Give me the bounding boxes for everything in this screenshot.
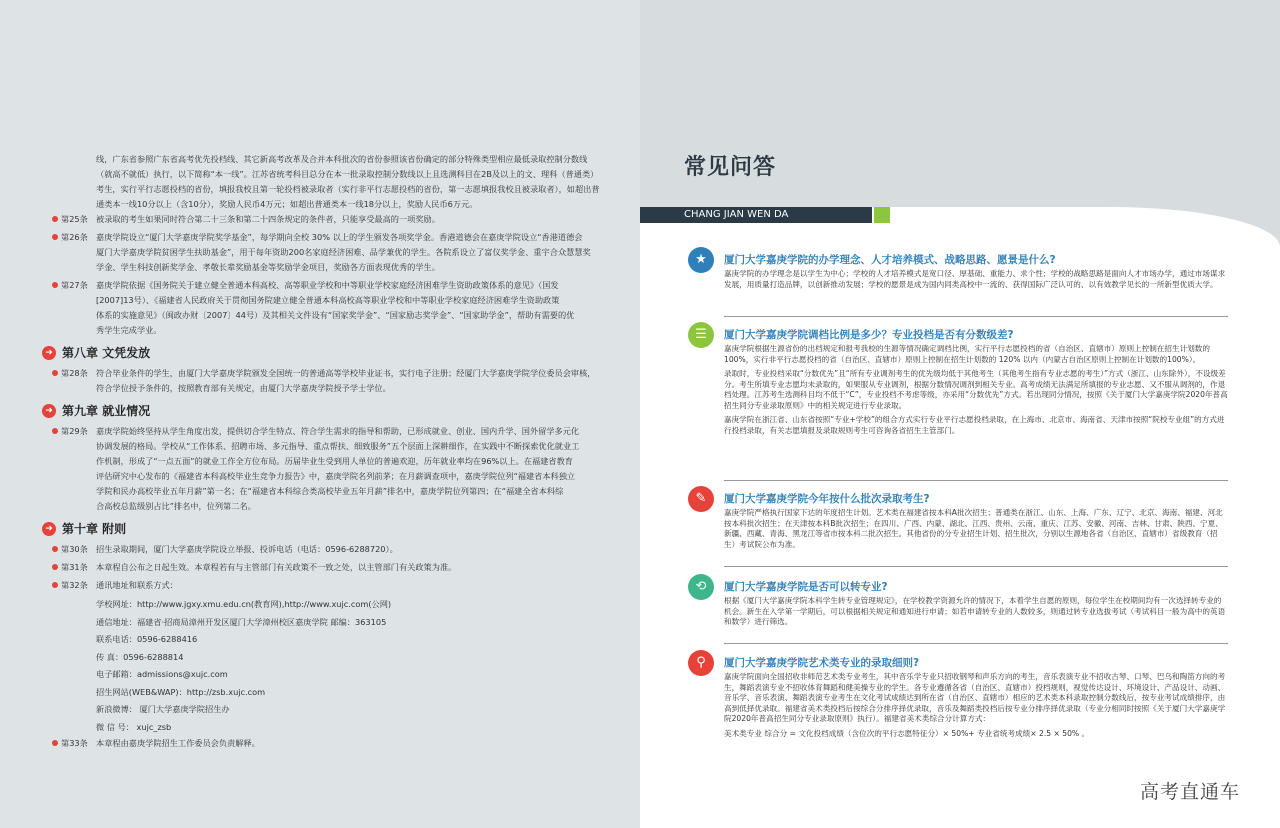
bullet-dot-icon bbox=[52, 740, 58, 746]
admission-rules-text bbox=[45, 152, 608, 754]
article-number: 第33条 bbox=[61, 738, 88, 748]
answer-paragraph: 嘉庚学院根据生源省份的出档规定和报考我校的生源等情况确定调档比例，实行平行志愿投档的省（自治区、直辖市）原则上控制在招生计划数的100%，实行非平行志愿投档的省（自治区、直辖市）原则上控制在招生计划数的 120% 以内（内蒙古自治区原则上控制在计划数的100%）。 bbox=[724, 344, 1210, 364]
contact-line: 联系电话：0596-6288416 bbox=[96, 634, 198, 644]
article-number: 第26条 bbox=[61, 232, 88, 242]
faq-question: 厦门大学嘉庚学院今年按什么批次录取考生? bbox=[724, 493, 930, 505]
contact-line: 电子邮箱：admissions@xujc.com bbox=[96, 669, 228, 679]
text-line: 嘉庚学院始终坚持从学生角度出发，提供切合学生特点、符合学生需求的指导和帮助，已形成就业、创业、国内升学、国外留学多元化 bbox=[96, 426, 580, 436]
text-line: 通讯地址和联系方式： bbox=[96, 580, 178, 590]
article-item bbox=[48, 424, 608, 514]
article-item bbox=[48, 212, 608, 227]
text-line: 本章程由嘉庚学院招生工作委员会负责解释。 bbox=[96, 738, 260, 748]
bullet-dot-icon bbox=[52, 564, 58, 570]
bullet-dot-icon bbox=[52, 216, 58, 222]
text-line: 嘉庚学院依据《国务院关于建立健全普通本科高校、高等职业学校和中等职业学校家庭经济困难学生资助政策体系的意见》（国发 bbox=[96, 280, 559, 290]
article-item bbox=[48, 542, 608, 557]
bullet-dot-icon bbox=[52, 234, 58, 240]
faq-divider bbox=[724, 643, 1228, 644]
text-line: 符合学位授予条件的，按照教育部有关规定，由厦门大学嘉庚学院授予学士学位。 bbox=[96, 383, 391, 393]
answer-paragraph: 根据《厦门大学嘉庚学院本科学生转专业管理规定》，在学校教学资源允许的情况下，本着学生自愿的原则，每位学生在校期间均有一次选择转专业的机会。新生在入学第一学期后，可以根据相关规定和通知进行申请；如若申请转专业的人数较多，则通过转专业选拔考试（考试科目一般为高中的英语和数学）进行筛选。 bbox=[724, 596, 1226, 626]
contact-line: 通信地址：福建省·招商局漳州开发区厦门大学漳州校区嘉庚学院 邮编：363105 bbox=[96, 616, 387, 627]
faq-answer bbox=[724, 269, 1228, 294]
contact-line: 学校网址：http://www.jgxy.xmu.edu.cn(教育网),http://www.xujc.com(公网) bbox=[96, 599, 392, 609]
article-number: 第28条 bbox=[61, 368, 88, 378]
bullet-dot-icon bbox=[52, 546, 58, 552]
text-line: [2007]13号）、《福建省人民政府关于贯彻国务院建立健全普通本科高校高等职业学校和中等职业学校家庭经济困难学生资助政策 bbox=[96, 295, 560, 305]
faq-answer bbox=[724, 344, 1228, 440]
article-item bbox=[48, 278, 608, 338]
faq-question: 厦门大学嘉庚学院的办学理念、人才培养模式、战略思路、愿景是什么? bbox=[724, 254, 1056, 266]
articles-group-c bbox=[48, 424, 608, 514]
text-line: 嘉庚学院设立“厦门大学嘉庚学院奖学基金”，每学期向全校 30% 以上的学生颁发各项奖学金。香港道德会在嘉庚学院设立“香港道德会 bbox=[96, 232, 583, 242]
faq-subtitle-band: CHANG JIAN WEN DA bbox=[640, 207, 872, 223]
faq-icon: ⟲ bbox=[688, 574, 714, 600]
text-line: 学院和民办高校毕业五年月薪”第一名；在“福建省本科综合类高校毕业五年月薪”排名中，嘉庚学院位列第四；在“福建全省本科综 bbox=[96, 486, 564, 496]
faq-answer bbox=[724, 672, 1228, 743]
contact-line: 传 真：0596-6288814 bbox=[96, 651, 184, 662]
faq-question: 厦门大学嘉庚学院是否可以转专业? bbox=[724, 581, 888, 593]
chapter-8-title: 第八章 文凭发放 bbox=[62, 346, 151, 360]
article-number: 第31条 bbox=[61, 562, 88, 572]
article-number: 第27条 bbox=[61, 280, 88, 290]
arrow-right-icon: ➜ bbox=[42, 346, 56, 360]
articles-group-d bbox=[48, 542, 608, 593]
faq-divider bbox=[724, 316, 1228, 317]
answer-paragraph: 嘉庚学院的办学理念是以学生为中心；学校的人才培养模式是宽口径、厚基础、重能力、求个性；学校的战略思路是面向人才市场办学，通过市场谋求发展，用质量打造品牌，以创新推动发展；学校的愿景是成为国内同类高校中一流的、获得国际广泛认可的、以有效教学见长的一所新型优质大学。 bbox=[724, 269, 1226, 289]
watermark: 高考直通车 bbox=[1140, 781, 1241, 803]
bullet-dot-icon bbox=[52, 428, 58, 434]
contact-line: 微 信 号： xujc_zsb bbox=[96, 721, 172, 732]
text-line: （就高不就低）执行，以下简称“本一线”。江苏省统考科目总分在本一批录取控制分数线以上且选测科目在2B及以上的文、理科（普通类） bbox=[96, 169, 599, 179]
answer-paragraph: 嘉庚学院面向全国招收非师范艺术类专业考生，其中音乐学专业只招收钢琴和声乐方向的考生，音乐表演专业不招收古琴、口琴、巴乌和陶笛方向的考生，舞蹈表演专业不招收体育舞蹈和健美操专业的学生。各专业遵循各省（自治区、直辖市）投档规则，视觉传达设计、环境设计、产品设计、动画、音乐学、音乐表演、舞蹈表演专业考生在文化考试成绩达到所在省（自治区、直辖市）相应的艺术类本科录取控制分数线后，按专业考试成绩排序，由高到低择优录取。福建省美术类投档后按综合分排序择优录取，音乐及舞蹈类投档后按专业分排序择优录取（专业分相同时按照《关于厦门大学嘉庚学院2020年普高招生同分专业录取原则》执行）。福建省美术类综合分计算方式： bbox=[724, 672, 1226, 723]
faq-answer bbox=[724, 508, 1228, 554]
contact-info bbox=[48, 596, 608, 736]
intro-paragraph bbox=[48, 152, 608, 212]
text-line: 协调发展的格局。学校从“工作体系、招聘市场、多元指导、重点帮扶、细致服务”五个层面上深耕细作，在实践中不断探索优化就业工 bbox=[96, 441, 580, 451]
faq-divider bbox=[724, 566, 1228, 567]
article-item bbox=[48, 578, 608, 593]
faq-question: 厦门大学嘉庚学院调档比例是多少？专业投档是否有分数级差? bbox=[724, 329, 1014, 341]
article-number: 第30条 bbox=[61, 544, 88, 554]
text-line: 被录取的考生如果同时符合第二十三条和第二十四条规定的条件者，只能享受最高的一项奖励。 bbox=[96, 214, 440, 224]
bullet-dot-icon bbox=[52, 370, 58, 376]
article-item bbox=[48, 560, 608, 575]
faq-title: 常见问答 bbox=[684, 155, 777, 180]
chapter-9-title: 第九章 就业情况 bbox=[62, 404, 151, 418]
text-line: 评估研究中心发布的《福建省本科高校毕业生竞争力报告》中，嘉庚学院名列前茅；在月薪调查项中，嘉庚学院位列“福建省本科独立 bbox=[96, 471, 576, 481]
text-line: 通类本一线10分以上（含10分），奖励人民币4万元；如超出普通类本一线18分以上，奖励人民币6万元。 bbox=[96, 199, 478, 209]
faq-icon: ✎ bbox=[688, 486, 714, 512]
chapter-heading bbox=[45, 518, 608, 540]
faq-icon: ★ bbox=[688, 247, 714, 273]
arrow-right-icon: ➜ bbox=[42, 404, 56, 418]
faq-question: 厦门大学嘉庚学院艺术类专业的录取细则? bbox=[724, 657, 920, 669]
text-line: 作机制，形成了“一点五面”的就业工作全方位布局。历届毕业生受到用人单位的普遍欢迎，历年就业率均在96%以上。在福建省教育 bbox=[96, 456, 573, 466]
text-line: 本章程自公布之日起生效。本章程若有与主管部门有关政策不一致之处，以主管部门有关政策为准。 bbox=[96, 562, 457, 572]
answer-paragraph: 美术类专业 综合分 = 文化投档成绩（含位次的平行志愿特征分）× 50%+ 专业省统考成绩× 2.5 × 50% 。 bbox=[724, 728, 1090, 738]
text-line: 招生录取期间，厦门大学嘉庚学院设立举报、投诉电话（电话：0596-6288720）。 bbox=[96, 544, 398, 554]
article-item bbox=[48, 736, 608, 751]
arrow-right-icon: ➜ bbox=[42, 522, 56, 536]
article-number: 第25条 bbox=[61, 214, 88, 224]
articles-group-a bbox=[48, 212, 608, 338]
article-item bbox=[48, 230, 608, 275]
article-number: 第32条 bbox=[61, 580, 88, 590]
bullet-dot-icon bbox=[52, 282, 58, 288]
faq-answer bbox=[724, 596, 1228, 632]
band-accent bbox=[874, 207, 890, 223]
faq-icon: ☰ bbox=[688, 322, 714, 348]
chapter-10-title: 第十章 附则 bbox=[62, 522, 127, 536]
faq-divider bbox=[724, 480, 1228, 481]
text-line: 体系的实施意见》（闽政办财〔2007〕44号）及其相关文件设有“国家奖学金”、“国家励志奖学金”、“国家助学金”，帮助有需要的优 bbox=[96, 310, 575, 320]
article-33 bbox=[48, 736, 608, 751]
contact-line: 新浪微博： 厦门大学嘉庚学院招生办 bbox=[96, 704, 230, 714]
text-line: 符合毕业条件的学生，由厦门大学嘉庚学院颁发全国统一的普通高等学校毕业证书，实行电子注册；经厦门大学嘉庚学院学位委员会审核， bbox=[96, 368, 596, 378]
text-line: 厦门大学嘉庚学院贫困学生扶助基金”，用于每年资助200名家庭经济困难、品学兼优的学生。各院系设立了富仪奖学金、重宇合众慧慧奖 bbox=[96, 247, 591, 257]
text-line: 线，广东省参照广东省高考优先投档线、其它新高考改革及合并本科批次的省份参照该省份确定的部分特殊类型相应最低录取控制分数线 bbox=[96, 154, 588, 164]
article-item bbox=[48, 366, 608, 396]
contact-line: 招生网站(WEB&WAP)：http://zsb.xujc.com bbox=[96, 686, 266, 697]
text-line: 秀学生完成学业。 bbox=[96, 325, 162, 335]
text-line: 学金、学生科技创新奖学金、孝敬长辈奖励基金等奖励学金项目，奖励各方面表现优秀的学生。 bbox=[96, 262, 440, 272]
answer-paragraph: 录取时，专业投档采取“分数优先”且“所有专业调剂考生的优先级均低于其他考生（其他考生指有专业志愿的考生）”方式（浙江、山东除外），不设级差分。考生所填专业志愿均未录取的，如果服从专业调剂，根据分数情况调剂到相关专业。高考成绩无法满足所填报的专业志愿、又不服从调剂的，作退档处理。江苏考生选测科目均不低于“C”，专业投档不考虑等级，亦采用“分数优先”方式。若出现同分情况，按照《关于厦门大学嘉庚学院2020年普高招生同分专业录取原则》中的相关规定进行专业录取。 bbox=[724, 369, 1228, 410]
answer-paragraph: 嘉庚学院在浙江省、山东省按照“专业+学校”的组合方式实行专业平行志愿投档录取，在上海市、北京市、海南省、天津市按照“院校专业组”的方式进行投档录取，有关志愿填报及录取规则考生可咨询各省招生主管部门。 bbox=[724, 415, 1225, 435]
text-line: 考生，实行平行志愿投档的省份，填报我校且第一轮投档被录取者（实行非平行志愿投档的省份，第一志愿填报我校且被录取者），如超出普 bbox=[96, 184, 600, 194]
faq-icon: ⚲ bbox=[688, 650, 714, 676]
article-number: 第29条 bbox=[61, 426, 88, 436]
articles-group-b bbox=[48, 366, 608, 396]
chapter-heading bbox=[45, 400, 608, 422]
text-line: 合高校总监级别占比”排名中，位列第二名。 bbox=[96, 501, 256, 511]
chapter-heading bbox=[45, 342, 608, 364]
answer-paragraph: 嘉庚学院严格执行国家下达的年度招生计划。艺术类在福建省按本科A批次招生；普通类在浙江、山东、上海、广东、辽宁、北京、海南、福建、河北按本科批次招生；在天津按本科B批次招生；在四川、广西、内蒙、湖北、江西、贵州、云南、重庆、江苏、安徽、河南、吉林、甘肃、陕西、宁夏、新疆、西藏、青海、黑龙江等省市按本科二批次招生。其他省份的分专业招生计划、招生批次，分别以生源地各省（自治区、直辖市）省级教育（招生）考试院公布为准。 bbox=[724, 508, 1223, 549]
bullet-dot-icon bbox=[52, 582, 58, 588]
